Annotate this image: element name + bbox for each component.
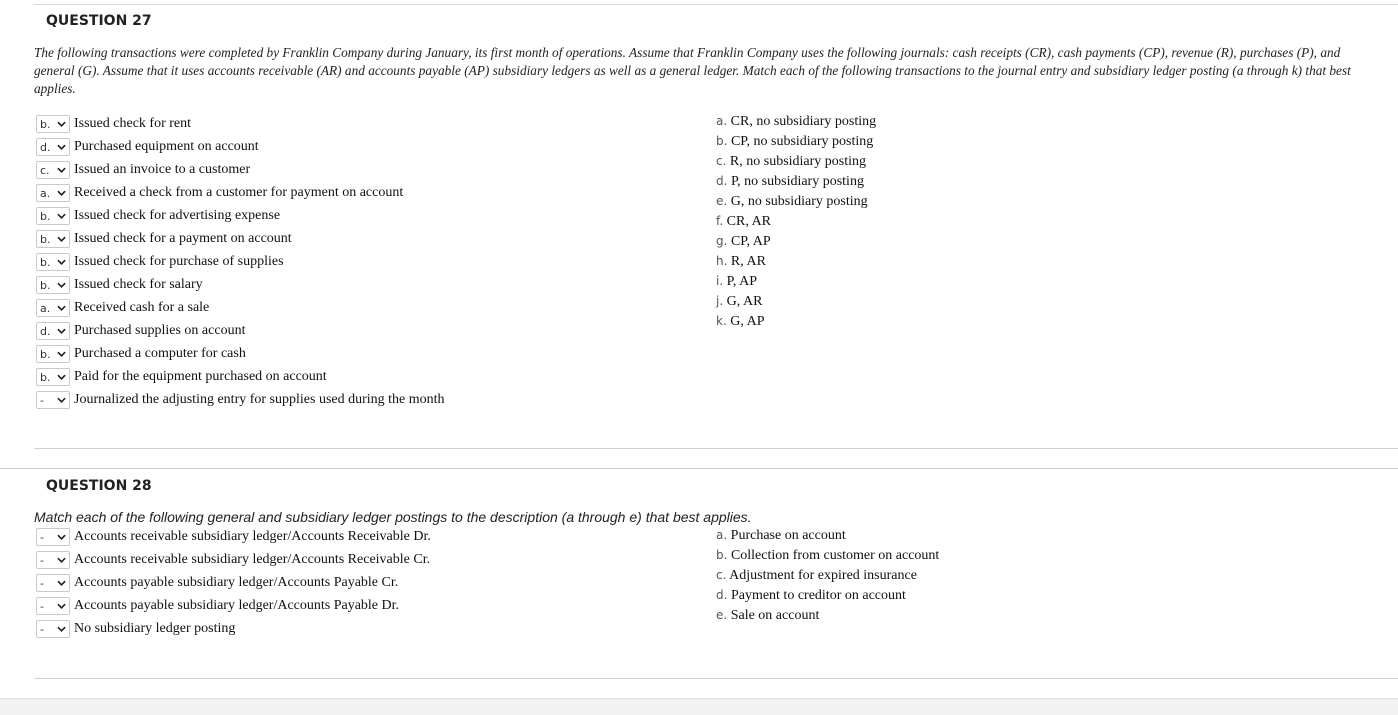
q27-item-row (36, 206, 280, 226)
option-text: CP, no subsidiary posting (730, 134, 874, 149)
chevron-down-icon (57, 190, 66, 196)
q27-answer-select[interactable] (36, 230, 70, 248)
chevron-down-icon (57, 534, 66, 540)
chevron-down-icon (57, 397, 66, 403)
select-value: b. (40, 347, 51, 361)
q27-option-item (716, 194, 868, 210)
q28-answer-select[interactable] (36, 597, 70, 615)
q27-item-label: Journalized the adjusting entry for supplies used during the month (74, 392, 445, 407)
q27-option-item (716, 234, 771, 250)
q27-option-item (716, 134, 873, 150)
option-text: R, no subsidiary posting (729, 154, 867, 169)
option-letter: a. (716, 114, 728, 128)
select-value: b. (40, 255, 51, 269)
q27-item-label: Issued check for advertising expense (74, 208, 281, 223)
chevron-down-icon (57, 328, 66, 334)
option-letter: d. (716, 588, 728, 602)
select-value: d. (40, 140, 51, 154)
q27-answer-select[interactable] (36, 138, 70, 156)
q27-option-item (716, 274, 757, 290)
q27-option-item (716, 114, 876, 130)
chevron-down-icon (57, 213, 66, 219)
select-value: - (40, 393, 44, 407)
option-text: P, AP (726, 274, 758, 289)
q27-item-label: Received a check from a customer for payment on account (74, 185, 404, 200)
q28-option-item (716, 568, 917, 584)
chevron-down-icon (57, 259, 66, 265)
chevron-down-icon (57, 557, 66, 563)
q27-item-row (36, 344, 246, 364)
option-text: Sale on account (730, 608, 820, 623)
select-value: a. (40, 301, 51, 315)
q27-answer-select[interactable] (36, 391, 70, 409)
q28-item-row (36, 619, 235, 639)
q27-item-label: Received cash for a sale (74, 300, 210, 315)
q27-answer-select[interactable] (36, 276, 70, 294)
select-value: - (40, 622, 44, 636)
option-text: P, no subsidiary posting (730, 174, 864, 189)
option-text: Adjustment for expired insurance (729, 568, 917, 583)
q27-item-row (36, 229, 292, 249)
q27-item-label: Paid for the equipment purchased on account (74, 369, 327, 384)
q27-item-row (36, 367, 327, 387)
chevron-down-icon (57, 626, 66, 632)
q28-item-row (36, 527, 431, 547)
q27-item-label: Purchased supplies on account (74, 323, 246, 338)
select-value: c. (40, 163, 50, 177)
option-text: CR, AR (726, 214, 772, 229)
q27-item-row (36, 137, 259, 157)
q28-item-row (36, 596, 399, 616)
q28-option-item (716, 548, 939, 564)
question-27-bottom-divider (34, 448, 1398, 449)
option-letter: c. (716, 154, 727, 168)
select-value: - (40, 530, 44, 544)
chevron-down-icon (57, 351, 66, 357)
chevron-down-icon (57, 144, 66, 150)
q27-answer-select[interactable] (36, 322, 70, 340)
option-letter: c. (716, 568, 727, 582)
question-28-title: QUESTION 28 (46, 478, 152, 494)
q27-item-label: Issued an invoice to a customer (74, 162, 251, 177)
q27-item-label: Issued check for a payment on account (74, 231, 292, 246)
chevron-down-icon (57, 374, 66, 380)
option-text: Payment to creditor on account (730, 588, 906, 603)
select-value: - (40, 576, 44, 590)
option-letter: i. (716, 274, 724, 288)
option-letter: d. (716, 174, 728, 188)
question-divider (0, 468, 1398, 469)
q27-option-item (716, 174, 864, 190)
q28-item-row (36, 550, 430, 570)
q28-option-item (716, 608, 819, 624)
q27-answer-select[interactable] (36, 184, 70, 202)
q27-item-label: Issued check for purchase of supplies (74, 254, 284, 269)
chevron-down-icon (57, 305, 66, 311)
q28-answer-select[interactable] (36, 528, 70, 546)
q28-answer-select[interactable] (36, 620, 70, 638)
chevron-down-icon (57, 121, 66, 127)
select-value: b. (40, 232, 51, 246)
q27-item-row (36, 252, 284, 272)
option-letter: j. (716, 294, 724, 308)
question-28-bottom-divider (34, 678, 1398, 679)
option-text: R, AR (730, 254, 766, 269)
option-letter: f. (716, 214, 724, 228)
select-value: a. (40, 186, 51, 200)
q27-item-row (36, 183, 403, 203)
q27-answer-select[interactable] (36, 345, 70, 363)
select-value: b. (40, 117, 51, 131)
q27-option-item (716, 294, 762, 310)
q27-item-label: Purchased equipment on account (74, 139, 259, 154)
question-27-title: QUESTION 27 (46, 13, 152, 29)
q27-option-item (716, 314, 765, 330)
q27-option-item (716, 254, 766, 270)
q27-answer-select[interactable] (36, 207, 70, 225)
chevron-down-icon (57, 603, 66, 609)
option-letter: a. (716, 528, 728, 542)
select-value: b. (40, 209, 51, 223)
chevron-down-icon (57, 167, 66, 173)
option-text: G, AP (730, 314, 765, 329)
q28-item-label: No subsidiary ledger posting (74, 621, 236, 636)
option-letter: e. (716, 608, 728, 622)
q28-item-label: Accounts receivable subsidiary ledger/Accounts Receivable Dr. (74, 529, 431, 544)
option-letter: e. (716, 194, 728, 208)
q27-answer-select[interactable] (36, 115, 70, 133)
option-text: G, no subsidiary posting (730, 194, 868, 209)
chevron-down-icon (57, 282, 66, 288)
q27-item-row (36, 275, 203, 295)
q27-answer-select[interactable] (36, 253, 70, 271)
q28-item-row (36, 573, 398, 593)
question-28-instructions: Match each of the following general and subsidiary ledger postings to the description (a through e) that best applies. (34, 509, 752, 525)
option-text: CP, AP (730, 234, 771, 249)
q27-item-row (36, 390, 445, 410)
q27-option-item (716, 154, 866, 170)
bottom-bar (0, 698, 1398, 715)
q28-item-label: Accounts payable subsidiary ledger/Accounts Payable Cr. (74, 575, 399, 590)
q28-item-label: Accounts receivable subsidiary ledger/Accounts Receivable Cr. (74, 552, 431, 567)
option-text: Collection from customer on account (730, 548, 940, 563)
select-value: b. (40, 278, 51, 292)
question-27-instructions: The following transactions were completed by Franklin Company during January, its first month of operations. Assume that Franklin Company uses the following journals: cash receipts (CR), cash payments (CP), revenue (R), purchases (P), and general (G). Assume that it uses accounts receivable (AR) and accounts payable (AP) subsidiary ledgers as well as a general ledger. Match each of the following transactions to the journal entry and subsidiary ledger posting (a through k) that best applies. (34, 45, 1351, 96)
q28-item-label: Accounts payable subsidiary ledger/Accounts Payable Dr. (74, 598, 400, 613)
select-value: d. (40, 324, 51, 338)
option-text: G, AR (726, 294, 763, 309)
chevron-down-icon (57, 580, 66, 586)
q27-item-label: Issued check for rent (74, 116, 192, 131)
select-value: - (40, 553, 44, 567)
option-letter: b. (716, 134, 728, 148)
select-value: b. (40, 370, 51, 384)
q27-item-row (36, 160, 250, 180)
option-text: Purchase on account (730, 528, 846, 543)
option-letter: g. (716, 234, 728, 248)
q27-answer-select[interactable] (36, 368, 70, 386)
option-text: CR, no subsidiary posting (730, 114, 877, 129)
q28-answer-select[interactable] (36, 574, 70, 592)
q28-answer-select[interactable] (36, 551, 70, 569)
top-divider (34, 4, 1398, 5)
option-letter: b. (716, 548, 728, 562)
q27-item-label: Issued check for salary (74, 277, 203, 292)
q27-answer-select[interactable] (36, 299, 70, 317)
q27-item-row (36, 298, 209, 318)
q27-item-row (36, 321, 245, 341)
option-letter: h. (716, 254, 728, 268)
q27-item-row (36, 114, 191, 134)
q28-option-item (716, 528, 846, 544)
q28-option-item (716, 588, 906, 604)
chevron-down-icon (57, 236, 66, 242)
q27-answer-select[interactable] (36, 161, 70, 179)
option-letter: k. (716, 314, 727, 328)
q27-item-label: Purchased a computer for cash (74, 346, 246, 361)
q27-option-item (716, 214, 771, 230)
select-value: - (40, 599, 44, 613)
